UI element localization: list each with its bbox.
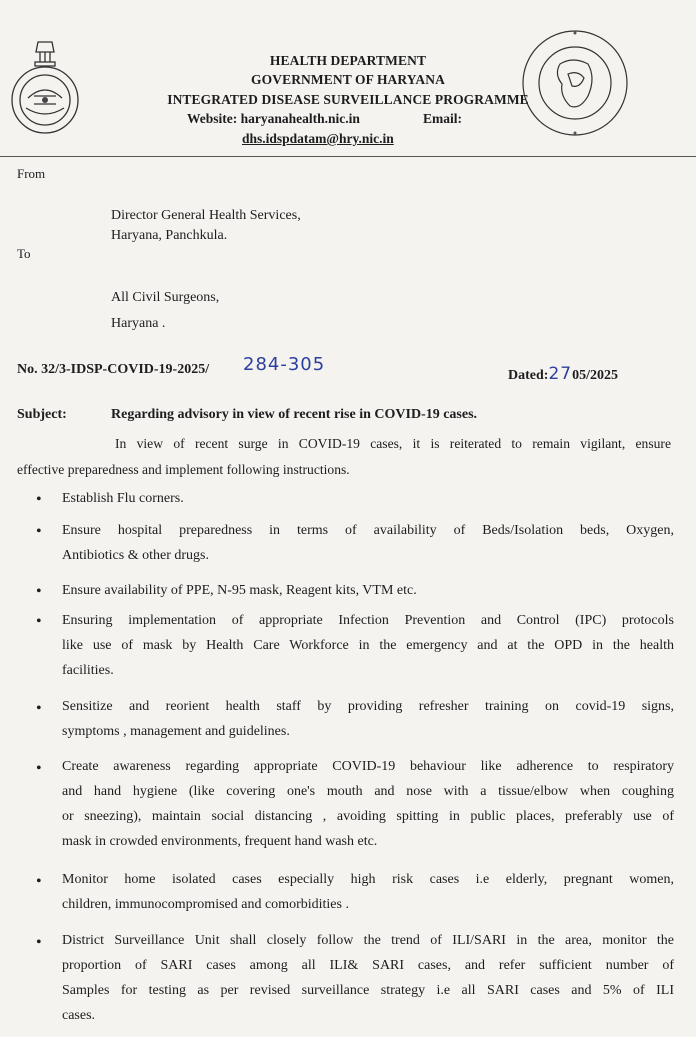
list-item: Ensure availability of PPE, N-95 mask, Reagent kits, VTM etc. xyxy=(62,583,417,598)
list-item: Sensitize and reorient health staff by providing refresher training on covid-19 signs, symptoms , management and guidelines. xyxy=(62,699,674,739)
header-email-address: dhs.idspdatam@hry.nic.in xyxy=(242,131,394,146)
dated-label: Dated:2705/2025 xyxy=(508,364,618,384)
header-programme: INTEGRATED DISEASE SURVEILLANCE PROGRAMME xyxy=(167,92,529,107)
header-department: HEALTH DEPARTMENT xyxy=(269,53,427,68)
subject-text: Regarding advisory in view of recent rise in COVID-19 cases. xyxy=(111,407,478,422)
to-line-2: Haryana . xyxy=(111,316,166,331)
bullet-icon: • xyxy=(36,934,42,951)
to-line-1: All Civil Surgeons, xyxy=(111,290,220,305)
from-label: From xyxy=(17,166,46,181)
letter-number: No. 32/3-IDSP-COVID-19-2025/ xyxy=(17,362,210,377)
list-item: Ensure hospital preparedness in terms of availability of Beds/Isolation beds, Oxygen, Antibiotics & other drugs. xyxy=(62,523,674,563)
from-line-2: Haryana, Panchkula. xyxy=(111,228,228,243)
from-line-1: Director General Health Services, xyxy=(111,208,301,223)
bullet-icon: • xyxy=(36,583,42,600)
to-label: To xyxy=(17,246,31,261)
list-item: Establish Flu corners. xyxy=(62,491,184,506)
bullet-icon: • xyxy=(36,491,42,508)
handwritten-dispatch-number: 284-305 xyxy=(243,354,326,375)
header-email-label: Email: xyxy=(423,111,462,126)
list-item: Ensuring implementation of appropriate Infection Prevention and Control (IPC) protocols like use of mask by Health Care Workforce in the emergency and at the OPD in the health facilities. xyxy=(62,613,674,678)
list-item: Monitor home isolated cases especially high risk cases i.e elderly, pregnant women, children, immunocompromised and comorbidities . xyxy=(62,872,674,912)
header-divider xyxy=(0,156,696,157)
intro-line-2: effective preparedness and implement following instructions. xyxy=(17,462,350,477)
bullet-icon: • xyxy=(36,760,42,777)
list-item: Create awareness regarding appropriate COVID-19 behaviour like adherence to respiratory and hand hygiene (like covering one's mouth and nose with a tissue/elbow when coughing or sneezing), maintain social distancing , avoiding spitting in public places, preferably use of mask in crowded environments, frequent hand wash etc. xyxy=(62,759,674,849)
intro-line-1: In view of recent surge in COVID-19 cases, it is reiterated to remain vigilant, ensure xyxy=(115,436,671,451)
bullet-icon: • xyxy=(36,523,42,540)
bullet-icon: • xyxy=(36,613,42,630)
dated-handwritten-day: 27 xyxy=(548,364,573,384)
header-government: GOVERNMENT OF HARYANA xyxy=(251,72,445,87)
list-item: District Surveillance Unit shall closely follow the trend of ILI/SARI in the area, monitor the proportion of SARI cases among all ILI& SARI cases, and refer sufficient number of Samples for testing as per revised surveillance strategy i.e all SARI cases and 5% of ILI cases. xyxy=(62,933,674,1023)
header-website: Website: haryanahealth.nic.in xyxy=(187,111,360,126)
bullet-icon: • xyxy=(36,700,42,717)
subject-label: Subject: xyxy=(17,407,67,422)
bullet-icon: • xyxy=(36,873,42,890)
